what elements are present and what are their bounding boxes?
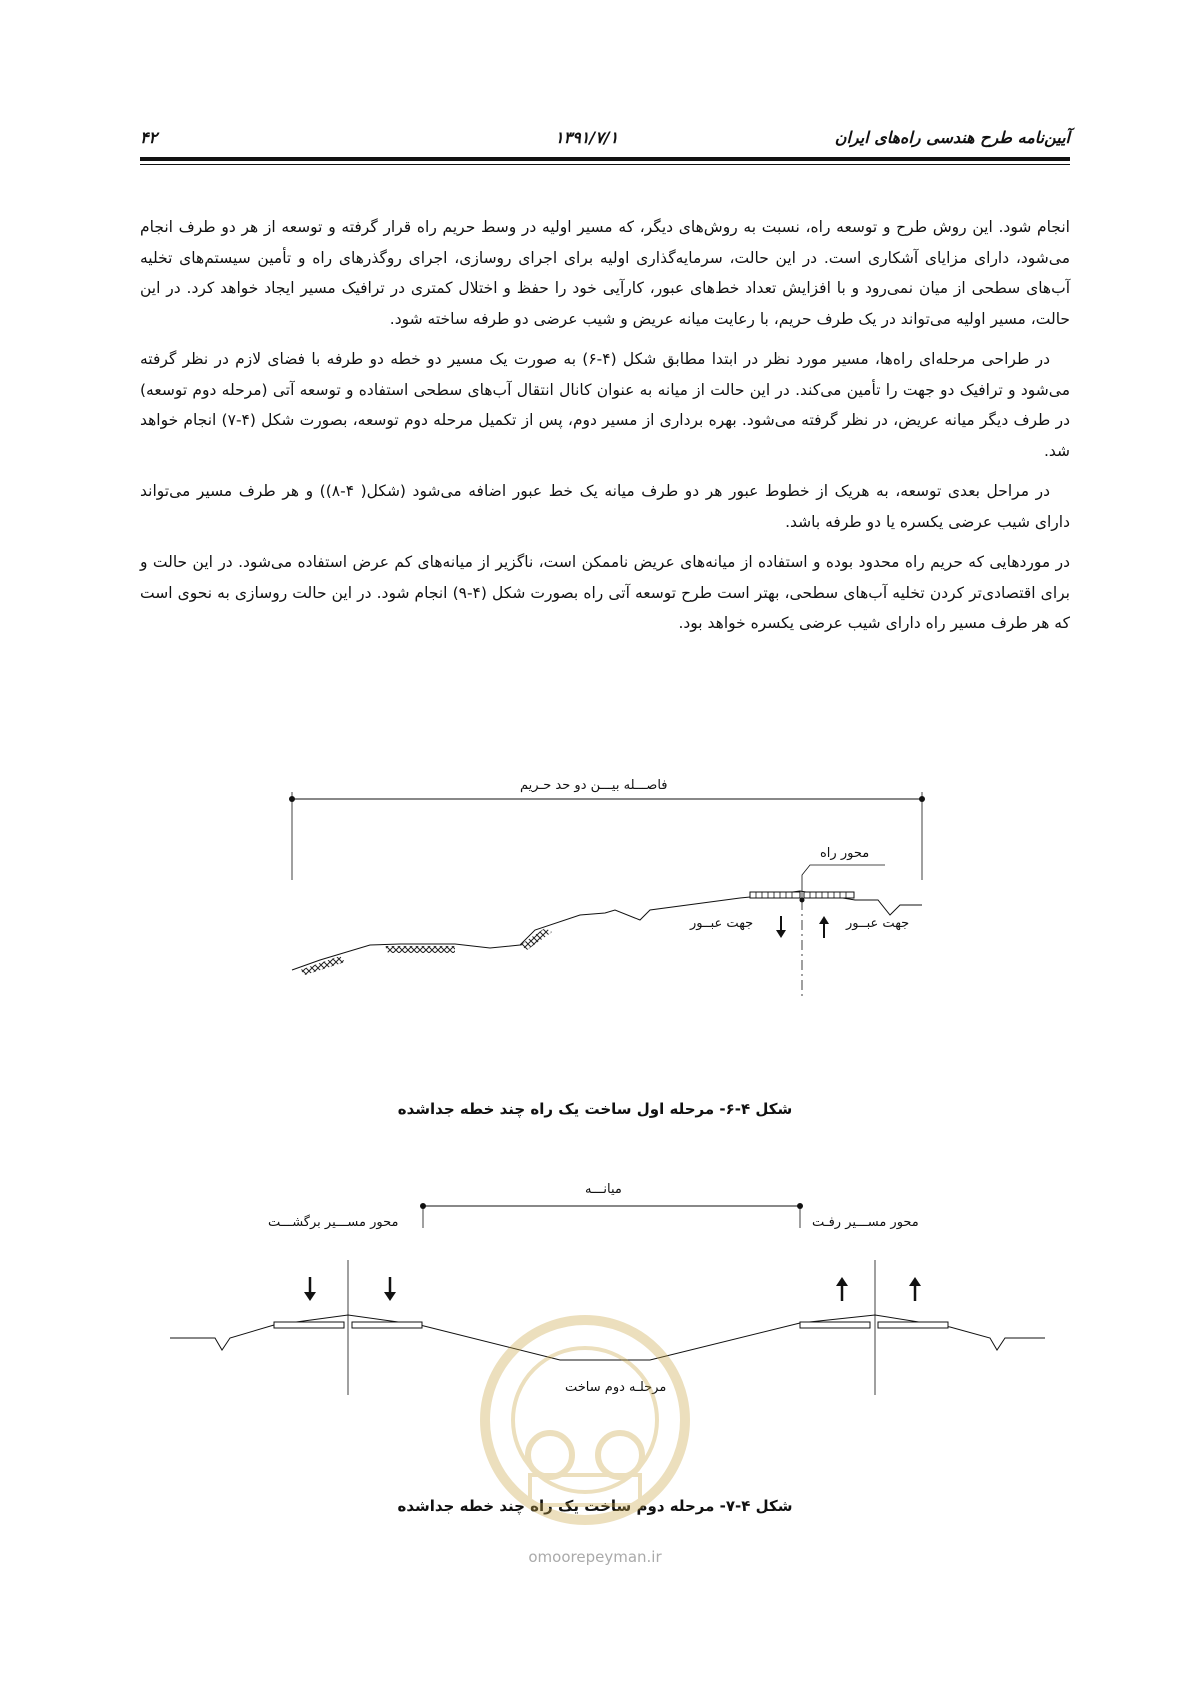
body-text [140,212,1070,649]
figure-caption: شکل ۴-۶- مرحله اول ساخت یک راه چند خطه جداشده [397,1100,793,1118]
paragraph: در موردهایی که حریم راه محدود بوده و استفاده از میانه‌های عریض ناممکن است، ناگزیر از میانه‌های کم عرض استفاده می‌شود. در این حالت و برای اقتصادی‌تر کردن تخلیه آب‌های سطحی، بهتر است طرح توسعه آتی راه بصورت شکل (۴-۹) انجام شود. در این حالت روسازی به نحوی است که هر طرف مسیر راه دارای شیب عرضی یکسره خواهد بود. [140,553,1070,632]
paragraph: در طراحی مرحله‌ای راه‌ها، مسیر مورد نظر در ابتدا مطابق شکل (۴-۶) به صورت یک مسیر دو خطه دو طرفه با فضای لازم در نظر گرفته می‌شود و ترافیک دو جهت را تأمین می‌کند. در این حالت از میانه به عنوان کانال انتقال آب‌های سطحی استفاده و توسعه آتی (مرحله دوم توسعه) در طرف دیگر میانه عریض، در نظر گرفته می‌شود. بهره برداری از مسیر دوم، پس از تکمیل مرحله دوم توسعه، بصورت شکل (۴-۷) انجام خواهد شد. [140,350,1070,460]
header-rule-thin [140,164,1070,165]
direction-label-right: جهت عبــور [846,916,910,931]
paragraph: انجام شود. این روش طرح و توسعه راه، نسبت به روش‌های دیگر، که مسیر اولیه در وسط حریم راه قرار گرفته و توسعه از هر دو طرف انجام می‌شود، دارای مزایای آشکاری است. در این حالت، سرمایه‌گذاری اولیه برای اجرای روسازی، اجرای روگذرهای راه و تأمین سیستم‌های تخلیه آب‌های سطحی از میان نمی‌رود و با افزایش تعداد خط‌های عبور، کارآیی خود را حفظ و اختلال کمتری در ترافیک مسیر ایجاد خواهد کرد. در این حالت، مسیر اولیه می‌تواند در یک طرف حریم، با رعایت میانه عریض و شیب عرضی دو طرفه ساخته شود. [140,218,1070,328]
figure-stage-one [0,770,1190,1000]
page-header [140,128,1070,154]
page-number: ۴۲ [140,128,158,147]
paragraph: در مراحل بعدی توسعه، به هریک از خطوط عبور هر دو طرف میانه یک خط عبور اضافه می‌شود (شکل( ۴-۸)) و هر طرف مسیر می‌تواند دارای شیب عرضی یکسره یا دو طرفه باشد. [140,482,1070,531]
return-axis-label: محور مســـیر برگشـــت [268,1215,399,1230]
direction-label-left: جهت عبــور [690,916,754,931]
dimension-label: فاصـــله بیـــن دو حد حـریم [520,778,668,793]
watermark-url: omoorepeyman.ir [528,1548,662,1566]
figure-stage-one-drawing [0,770,1190,1000]
road-axis-label: محور راه [820,846,870,861]
header-rule [140,157,1070,161]
stage-label: مرحلـه دوم ساخت [565,1380,667,1395]
median-label: میانـــه [585,1182,622,1197]
watermark-logo [470,1305,700,1535]
header-title: آیین‌نامه طرح هندسی راه‌های ایران [834,128,1070,147]
figure-caption: شکل ۴-۷- مرحله دوم ساخت یک راه چند خطه جداشده [397,1497,793,1515]
forward-axis-label: محور مســـیر رفـت [812,1215,919,1230]
header-date: ۱۳۹۱/۷/۱ [555,128,619,147]
